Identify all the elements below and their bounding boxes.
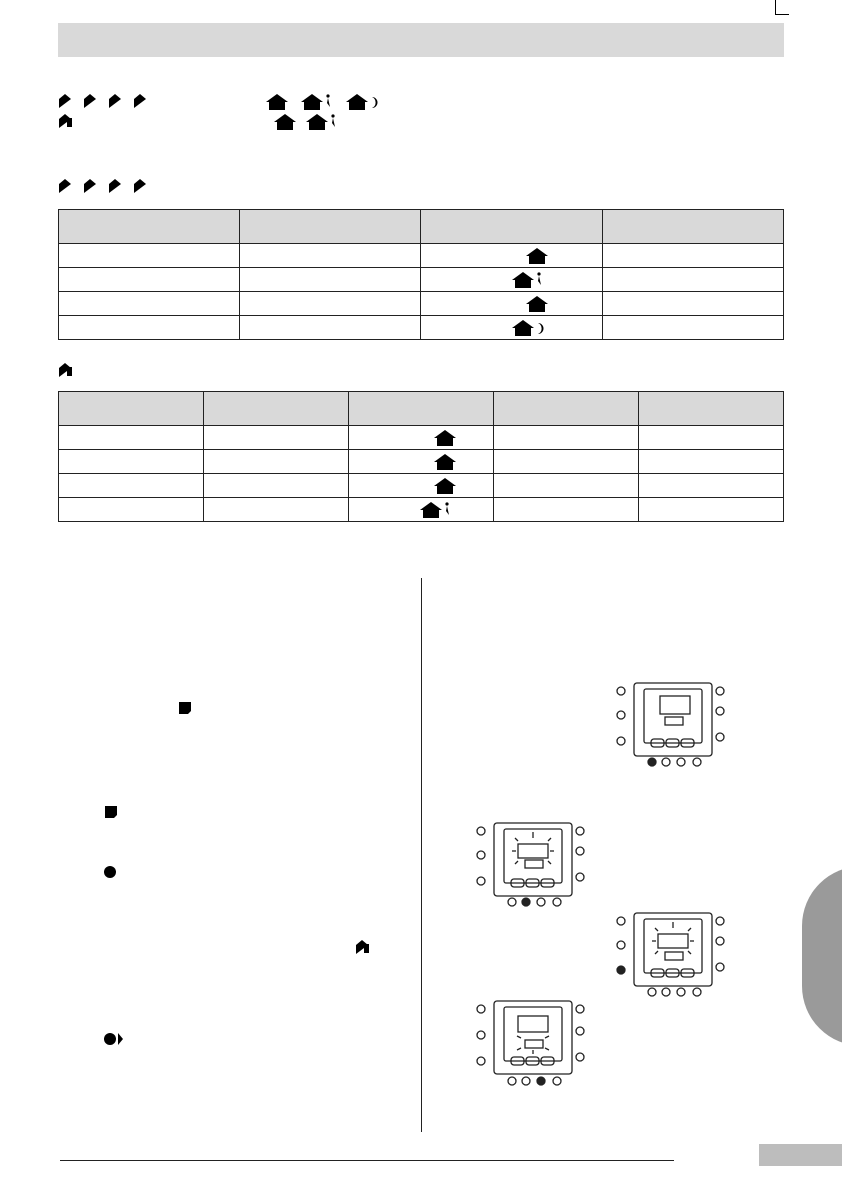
table-cell: [639, 474, 784, 498]
table-cell: [494, 426, 639, 450]
table-header: [59, 392, 204, 426]
table-row: [59, 426, 784, 450]
zone-4-icon: [133, 93, 149, 109]
table-header: [603, 210, 784, 244]
table-cell: [348, 450, 494, 474]
table-cell: [348, 498, 494, 522]
table-cell: [421, 316, 603, 340]
zone-schedule-table-1: [58, 209, 784, 340]
table-cell: [494, 450, 639, 474]
crop-mark: [775, 0, 776, 14]
program-note-icon: [104, 805, 118, 819]
table-cell: [239, 316, 421, 340]
home-icon: [433, 429, 457, 447]
table-cell: [603, 244, 784, 268]
table-cell: [421, 244, 603, 268]
table-cell: [639, 426, 784, 450]
table-cell: [494, 498, 639, 522]
table-cell: [239, 268, 421, 292]
table-cell: [59, 244, 240, 268]
table-header: [639, 392, 784, 426]
table-cell: [603, 316, 784, 340]
table-cell: [639, 498, 784, 522]
program-note-icon: [178, 701, 192, 715]
zone-5-icon: [58, 362, 74, 378]
column-divider: [421, 578, 422, 1132]
table-header: [348, 392, 494, 426]
table-cell: [59, 450, 204, 474]
table-cell: [59, 498, 204, 522]
table-cell: [348, 426, 494, 450]
home-icon: [433, 477, 457, 495]
table-row: [59, 244, 784, 268]
table-row: [59, 498, 784, 522]
table-cell: [59, 268, 240, 292]
zone-2-icon: [83, 178, 99, 194]
table-cell: [203, 426, 348, 450]
table-header: [421, 210, 603, 244]
table-cell: [239, 244, 421, 268]
zone-4-icon: [133, 178, 149, 194]
table-cell: [603, 268, 784, 292]
zone-5-icon: [355, 939, 371, 955]
zone-3-icon: [108, 178, 124, 194]
panel-step-2: [474, 822, 590, 908]
crop-mark: [775, 14, 789, 15]
home-icon: [273, 113, 297, 131]
table-cell: [421, 268, 603, 292]
table-cell: [59, 426, 204, 450]
home-away-icon: [305, 113, 339, 131]
table-cell: [639, 450, 784, 474]
zone-1-icon: [58, 93, 74, 109]
timer-icon: [103, 863, 119, 879]
panel-step-4: [474, 1000, 590, 1086]
home-away-icon: [300, 93, 334, 111]
table-row: [59, 474, 784, 498]
home-icon: [433, 453, 457, 471]
table-cell: [59, 474, 204, 498]
home-night-icon: [345, 93, 379, 111]
table-cell: [59, 316, 240, 340]
home-away-icon: [511, 271, 545, 289]
clock-forward-icon: [103, 1031, 125, 1047]
table-row: [59, 292, 784, 316]
table-header: [203, 392, 348, 426]
home-away-icon: [419, 501, 453, 519]
home-icon: [265, 93, 289, 111]
table-row: [59, 316, 784, 340]
table-header: [239, 210, 421, 244]
zone-5-icon: [58, 113, 74, 129]
table-cell: [59, 292, 240, 316]
header-bar: [58, 23, 784, 57]
page-number-tab: [759, 1144, 842, 1166]
table-header: [494, 392, 639, 426]
zone-1-icon: [58, 178, 74, 194]
table-header: [59, 210, 240, 244]
footer-rule: [60, 1160, 674, 1161]
table-cell: [203, 450, 348, 474]
zone-schedule-table-2: [58, 391, 784, 522]
table-row: [59, 450, 784, 474]
home-night-icon: [511, 319, 545, 337]
table-cell: [421, 292, 603, 316]
zone-2-icon: [83, 93, 99, 109]
table-row: [59, 268, 784, 292]
home-icon: [525, 247, 549, 265]
table-cell: [494, 474, 639, 498]
table-cell: [203, 474, 348, 498]
table-cell: [603, 292, 784, 316]
table-cell: [239, 292, 421, 316]
panel-step-1: [614, 682, 730, 768]
table-cell: [348, 474, 494, 498]
section-tab: [802, 866, 842, 1046]
zone-3-icon: [108, 93, 124, 109]
home-icon: [525, 295, 549, 313]
panel-step-3: [614, 912, 730, 998]
table-cell: [203, 498, 348, 522]
